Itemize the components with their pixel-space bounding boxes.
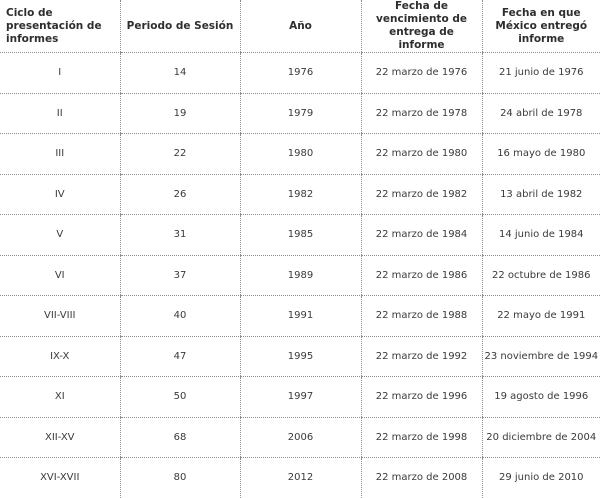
table-row — [0, 336, 600, 377]
cell-fecha-vencimiento: 22 marzo de 2008 — [361, 458, 482, 498]
table-row — [0, 53, 600, 94]
cell-anio: 1982 — [240, 174, 361, 215]
cell-fecha-entrega: 19 agosto de 1996 — [482, 377, 600, 418]
cell-fecha-entrega: 24 abril de 1978 — [482, 93, 600, 134]
header-periodo: Periodo de Sesión — [120, 0, 240, 53]
cell-anio: 1989 — [240, 255, 361, 296]
cell-fecha-entrega: 29 junio de 2010 — [482, 458, 600, 498]
cell-ciclo: XI — [0, 377, 120, 418]
cell-fecha-entrega: 23 noviembre de 1994 — [482, 336, 600, 377]
cell-ciclo: I — [0, 53, 120, 94]
cell-fecha-vencimiento: 22 marzo de 1996 — [361, 377, 482, 418]
cell-ciclo: II — [0, 93, 120, 134]
header-ciclo: Ciclo de presentación de informes — [0, 0, 120, 53]
table-row — [0, 255, 600, 296]
cell-fecha-entrega: 22 octubre de 1986 — [482, 255, 600, 296]
cell-ciclo: III — [0, 134, 120, 175]
table-header — [0, 0, 600, 53]
cell-fecha-vencimiento: 22 marzo de 1988 — [361, 296, 482, 337]
cell-ciclo: IX-X — [0, 336, 120, 377]
header-fecha-vencimiento: Fecha de vencimiento de entrega de informe — [361, 0, 482, 53]
cell-periodo: 40 — [120, 296, 240, 337]
cell-fecha-vencimiento: 22 marzo de 1976 — [361, 53, 482, 94]
cell-anio: 1976 — [240, 53, 361, 94]
cell-periodo: 50 — [120, 377, 240, 418]
cell-anio: 1991 — [240, 296, 361, 337]
cell-periodo: 31 — [120, 215, 240, 256]
table-row — [0, 174, 600, 215]
cell-periodo: 80 — [120, 458, 240, 498]
cell-fecha-entrega: 20 diciembre de 2004 — [482, 417, 600, 458]
cell-anio: 2012 — [240, 458, 361, 498]
cell-periodo: 26 — [120, 174, 240, 215]
header-anio: Año — [240, 0, 361, 53]
cell-fecha-vencimiento: 22 marzo de 1992 — [361, 336, 482, 377]
cell-periodo: 19 — [120, 93, 240, 134]
cell-ciclo: VII-VIII — [0, 296, 120, 337]
cell-fecha-entrega: 21 junio de 1976 — [482, 53, 600, 94]
table-body — [0, 53, 600, 498]
cell-periodo: 68 — [120, 417, 240, 458]
header-fecha-entrega: Fecha en que México entregó informe — [482, 0, 600, 53]
cell-anio: 1985 — [240, 215, 361, 256]
cell-fecha-entrega: 22 mayo de 1991 — [482, 296, 600, 337]
cell-ciclo: V — [0, 215, 120, 256]
cell-ciclo: IV — [0, 174, 120, 215]
cell-fecha-entrega: 14 junio de 1984 — [482, 215, 600, 256]
cell-periodo: 47 — [120, 336, 240, 377]
table-row — [0, 134, 600, 175]
cell-fecha-vencimiento: 22 marzo de 1978 — [361, 93, 482, 134]
cell-periodo: 37 — [120, 255, 240, 296]
cell-fecha-vencimiento: 22 marzo de 1998 — [361, 417, 482, 458]
cell-fecha-entrega: 16 mayo de 1980 — [482, 134, 600, 175]
table-row — [0, 215, 600, 256]
table-row — [0, 296, 600, 337]
header-row — [0, 0, 600, 53]
cell-periodo: 22 — [120, 134, 240, 175]
cell-anio: 1997 — [240, 377, 361, 418]
table-row — [0, 458, 600, 498]
cell-ciclo: XII-XV — [0, 417, 120, 458]
table-row — [0, 93, 600, 134]
cell-anio: 1980 — [240, 134, 361, 175]
cell-fecha-vencimiento: 22 marzo de 1982 — [361, 174, 482, 215]
cell-ciclo: XVI-XVII — [40, 472, 80, 484]
cell-fecha-vencimiento: 22 marzo de 1980 — [361, 134, 482, 175]
cell-periodo: 14 — [120, 53, 240, 94]
table-row — [0, 377, 600, 418]
cell-ciclo: VI — [0, 255, 120, 296]
cell-anio: 2006 — [240, 417, 361, 458]
table-row — [0, 417, 600, 458]
cell-fecha-vencimiento: 22 marzo de 1986 — [361, 255, 482, 296]
cell-fecha-entrega: 13 abril de 1982 — [482, 174, 600, 215]
cell-anio: 1979 — [240, 93, 361, 134]
cell-anio: 1995 — [240, 336, 361, 377]
cell-fecha-vencimiento: 22 marzo de 1984 — [361, 215, 482, 256]
